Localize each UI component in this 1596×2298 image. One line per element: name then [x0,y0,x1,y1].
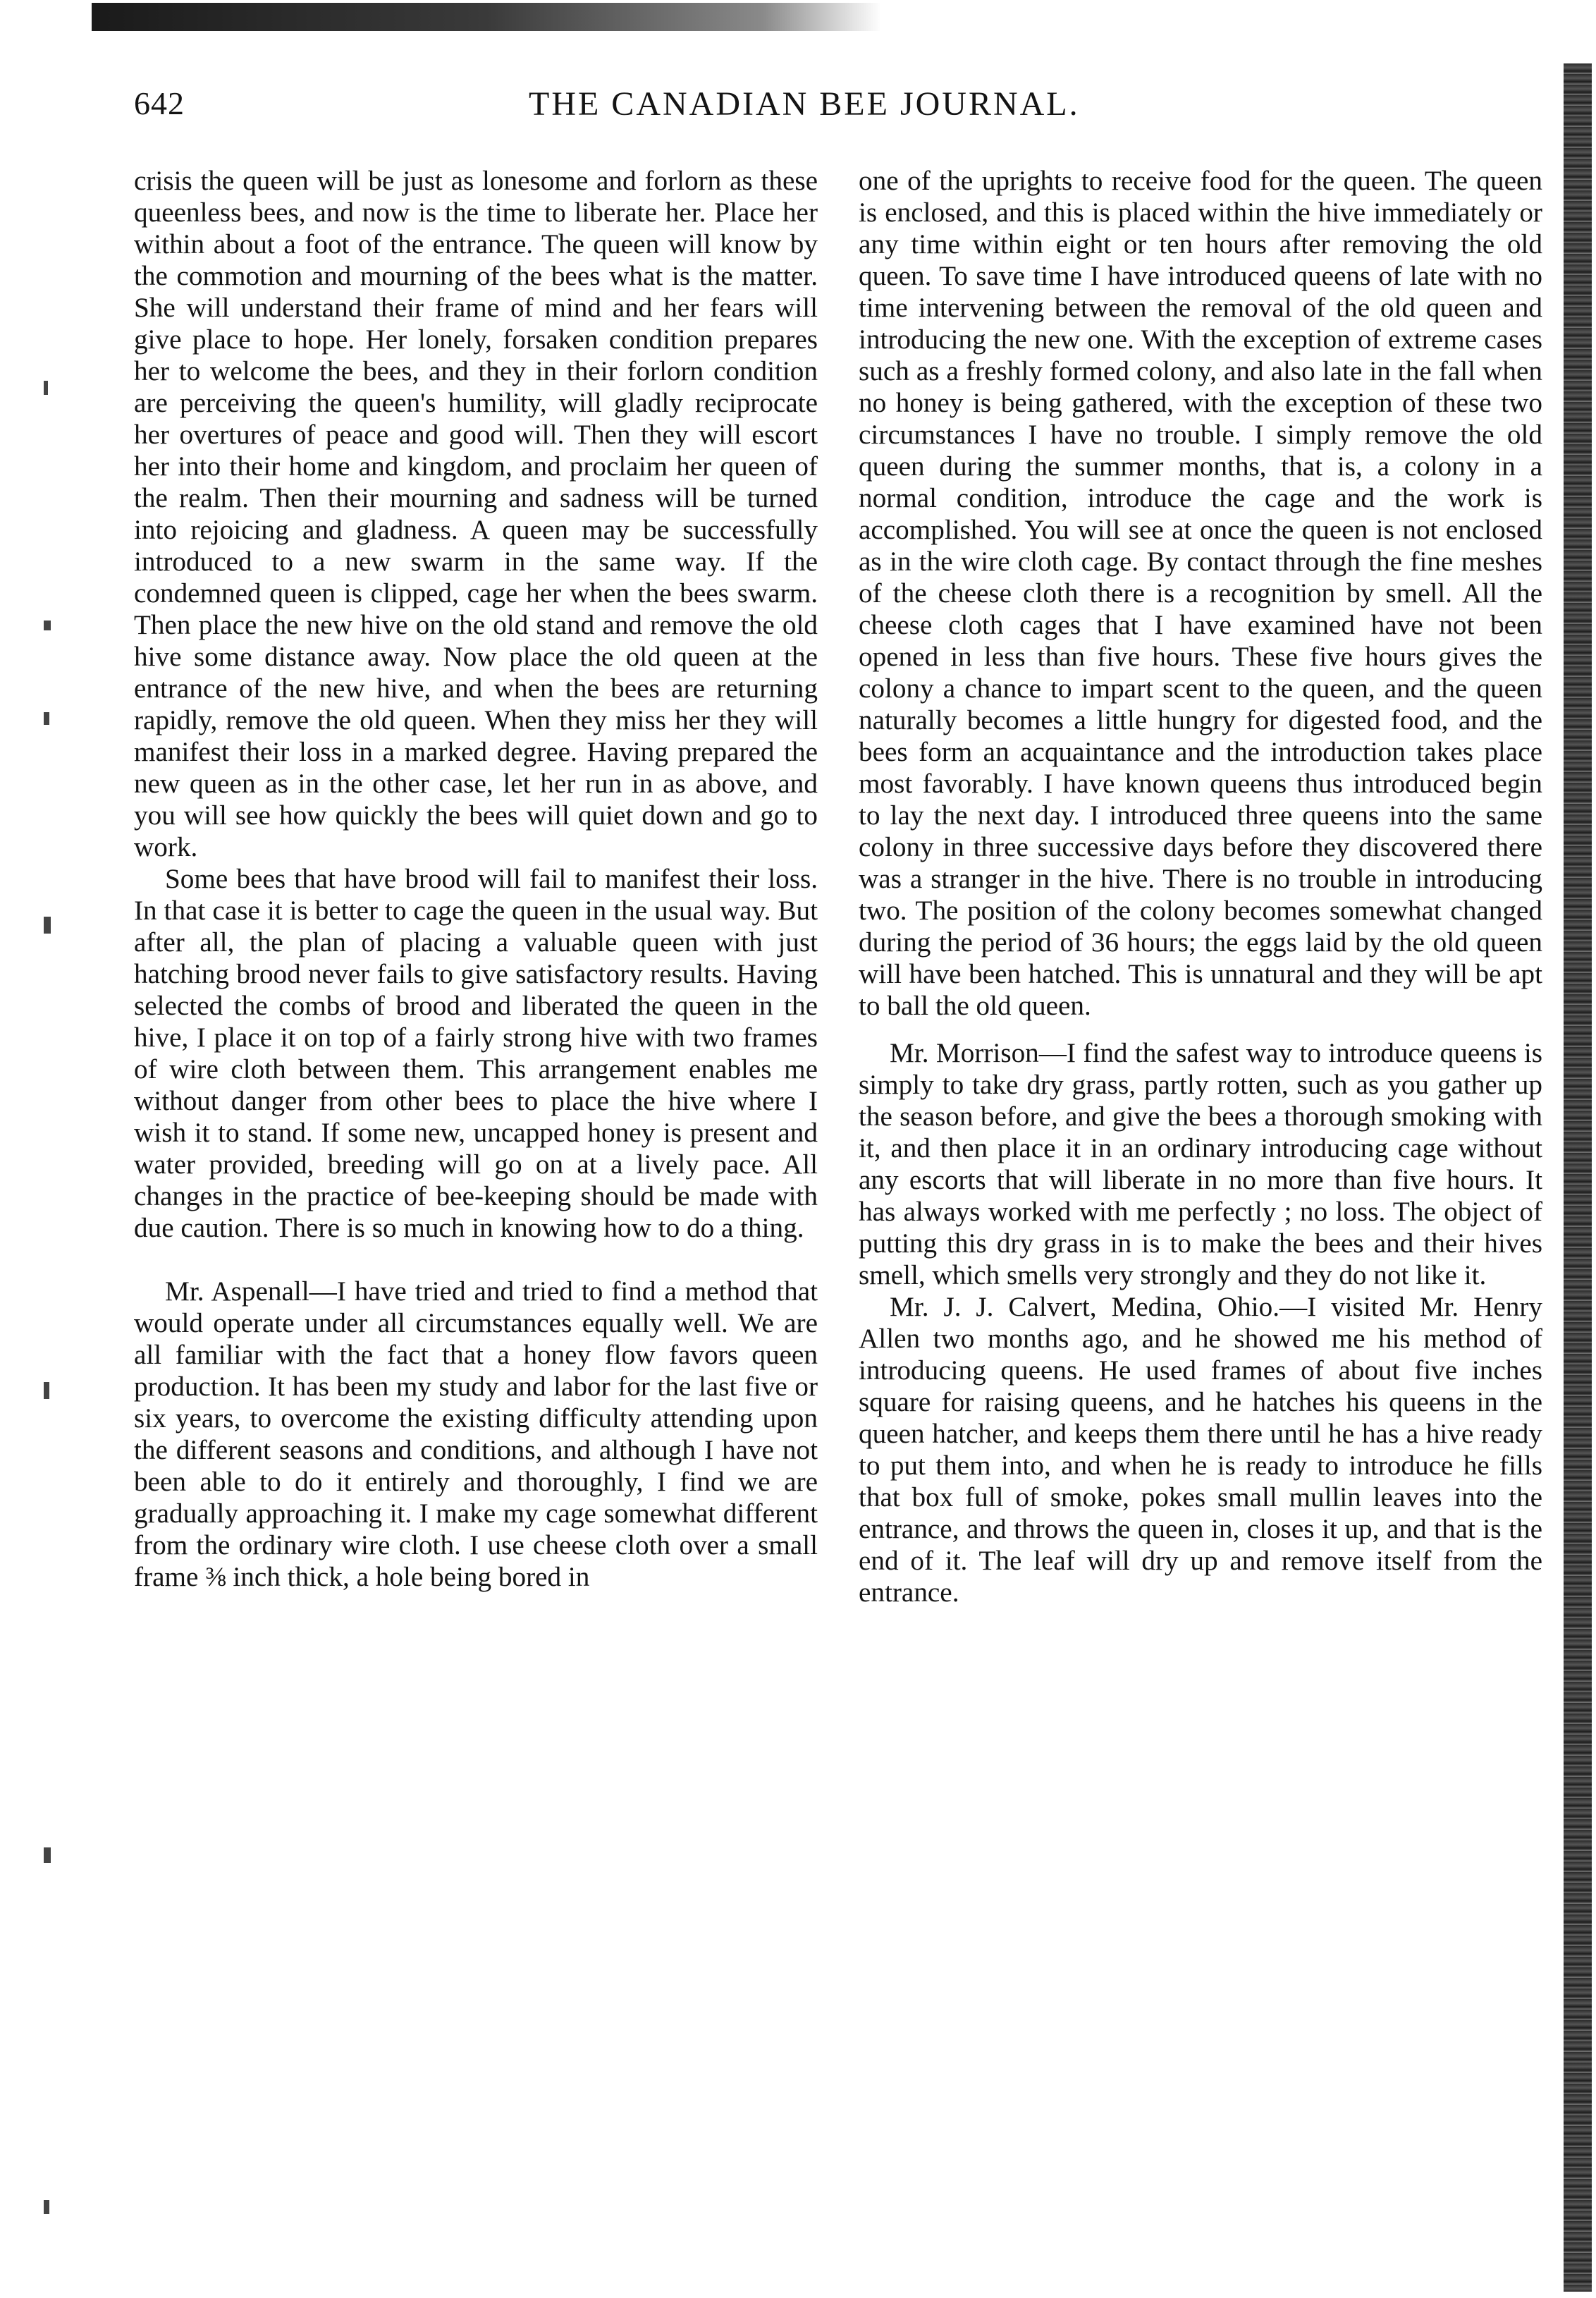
margin-mark [44,381,48,395]
right-column [859,165,1542,1608]
paragraph: Mr. J. J. Calvert, Medina, Ohio.—I visited Mr. Henry Allen two months ago, and he showed me his method of introducing queens. He used frames of about five inches square for raising queens, and he hatches his queens in the queen hatcher, and keeps them there until he has a hive ready to put them into, and when he is ready to introduce he fills that box full of smoke, pokes small mullin leaves into the entrance, and throws the queen in, closes it up, and that is the end of it. The leaf will dry up and remove itself from the entrance. [859,1292,1542,1608]
paragraph: crisis the queen will be just as lonesome and forlorn as these queenless bees, and now is the time to liberate her. Place her within about a foot of the entrance. The queen will know by the commotion and mourning of the bees what is the matter. She will understand their frame of mind and her fears will give place to hope. Her lonely, forsaken condition prepares her to welcome the bees, and they in their forlorn condition are perceiving the queen's humility, will gladly reciprocate her overtures of peace and good will. Then they will escort her into their home and kingdom, and proclaim her queen of the realm. Then their mourning and sadness will be turned into rejoicing and gladness. A queen may be successfully introduced to a new swarm in the same way. If the condemned queen is clipped, cage her when the bees swarm. Then place the new hive on the old stand and remove the old hive some distance away. Now place the old queen at the entrance of the new hive, and when the bees are returning rapidly, remove the old queen. When they miss her they will manifest their loss in a marked degree. Having prepared the new queen as in the other case, let her run in as above, and you will see how quickly the bees will quiet down and go to work. [134,166,818,862]
left-margin-marks [44,381,100,2285]
paragraph: Mr. Aspenall—I have tried and tried to find a method that would operate under all circumstances equally well. We are all familiar with the fact that a honey flow favors queen production. It has been my study and labor for the last five or six years, to overcome the existing difficulty attending upon the different seasons and conditions, and although I have not been able to do it entirely and thoroughly, I find we are gradually approaching it. I make my cage somewhat different from the ordinary wire cloth. I use cheese cloth over a small frame ⅜ inch thick, a hole being bored in [134,1276,818,1592]
margin-mark [44,2200,49,2214]
margin-mark [44,621,51,630]
paragraph: one of the uprights to receive food for the queen. The queen is enclosed, and this is placed within the hive immediately or any time within eight or ten hours after removing the old queen. To save time I have introduced queens of late with no time intervening between the removal of the old queen and introducing the new one. With the exception of extreme cases such as a freshly formed colony, and also late in the fall when no honey is being gathered, with the exception of these two circumstances I have no trouble. I simply remove the old queen during the summer months, that is, a colony in a normal condition, introduce the cage and the work is accomplished. You will see at once the queen is not enclosed as in the wire cloth cage. By contact through the fine meshes of the cheese cloth there is a recognition by smell. All the cheese cloth cages that I have examined have not been opened in less than five hours. These five hours gives the colony a chance to impart scent to the queen, and the queen naturally becomes a little hungry for digested food, and the bees form an acquaintance and the introduction takes place most favorably. I have known queens thus introduced begin to lay the next day. I introduced three queens into the same colony in three successive days before they discovered there was a stranger in the hive. There is no trouble in introducing two. The position of the colony becomes somewhat changed during the period of 36 hours; the eggs laid by the old queen will have been hatched. This is unnatural and they will be apt to ball the old queen. [859,166,1542,1021]
top-scan-border [92,3,881,31]
margin-mark [44,1847,51,1863]
margin-mark [44,712,49,725]
paragraph: Mr. Morrison—I find the safest way to introduce queens is simply to take dry grass, partly rotten, such as you gather up the season before, and give the bees a thorough smoking with it, and then place it in an ordinary introducing cage without any escorts that will liberate in no more than five hours. It has always worked with me perfectly ; no loss. The object of putting this dry grass in is to make the bees and their hives smell, which smells very strongly and they do not like it. [859,1038,1542,1290]
right-scan-edge [1564,63,1592,2292]
paragraph: Some bees that have brood will fail to manifest their loss. In that case it is better to cage the queen in the usual way. But after all, the plan of placing a valuable queen with just hatching brood never fails to give satisfactory results. Having selected the combs of brood and liberated the queen in the hive, I place it on top of a fairly strong hive with two frames of wire cloth between them. This arrangement enables me without danger from other bees to place the hive where I wish it to stand. If some new, uncapped honey is present and water provided, breeding will go on at a lively pace. All changes in the practice of bee-keeping should be made with due caution. There is so much in knowing how to do a thing. [134,864,818,1243]
page-header [134,85,1544,134]
left-column [134,165,818,1593]
journal-title: THE CANADIAN BEE JOURNAL. [529,85,1080,123]
page-number: 642 [134,85,185,121]
margin-mark [44,917,51,934]
margin-mark [44,1382,49,1399]
